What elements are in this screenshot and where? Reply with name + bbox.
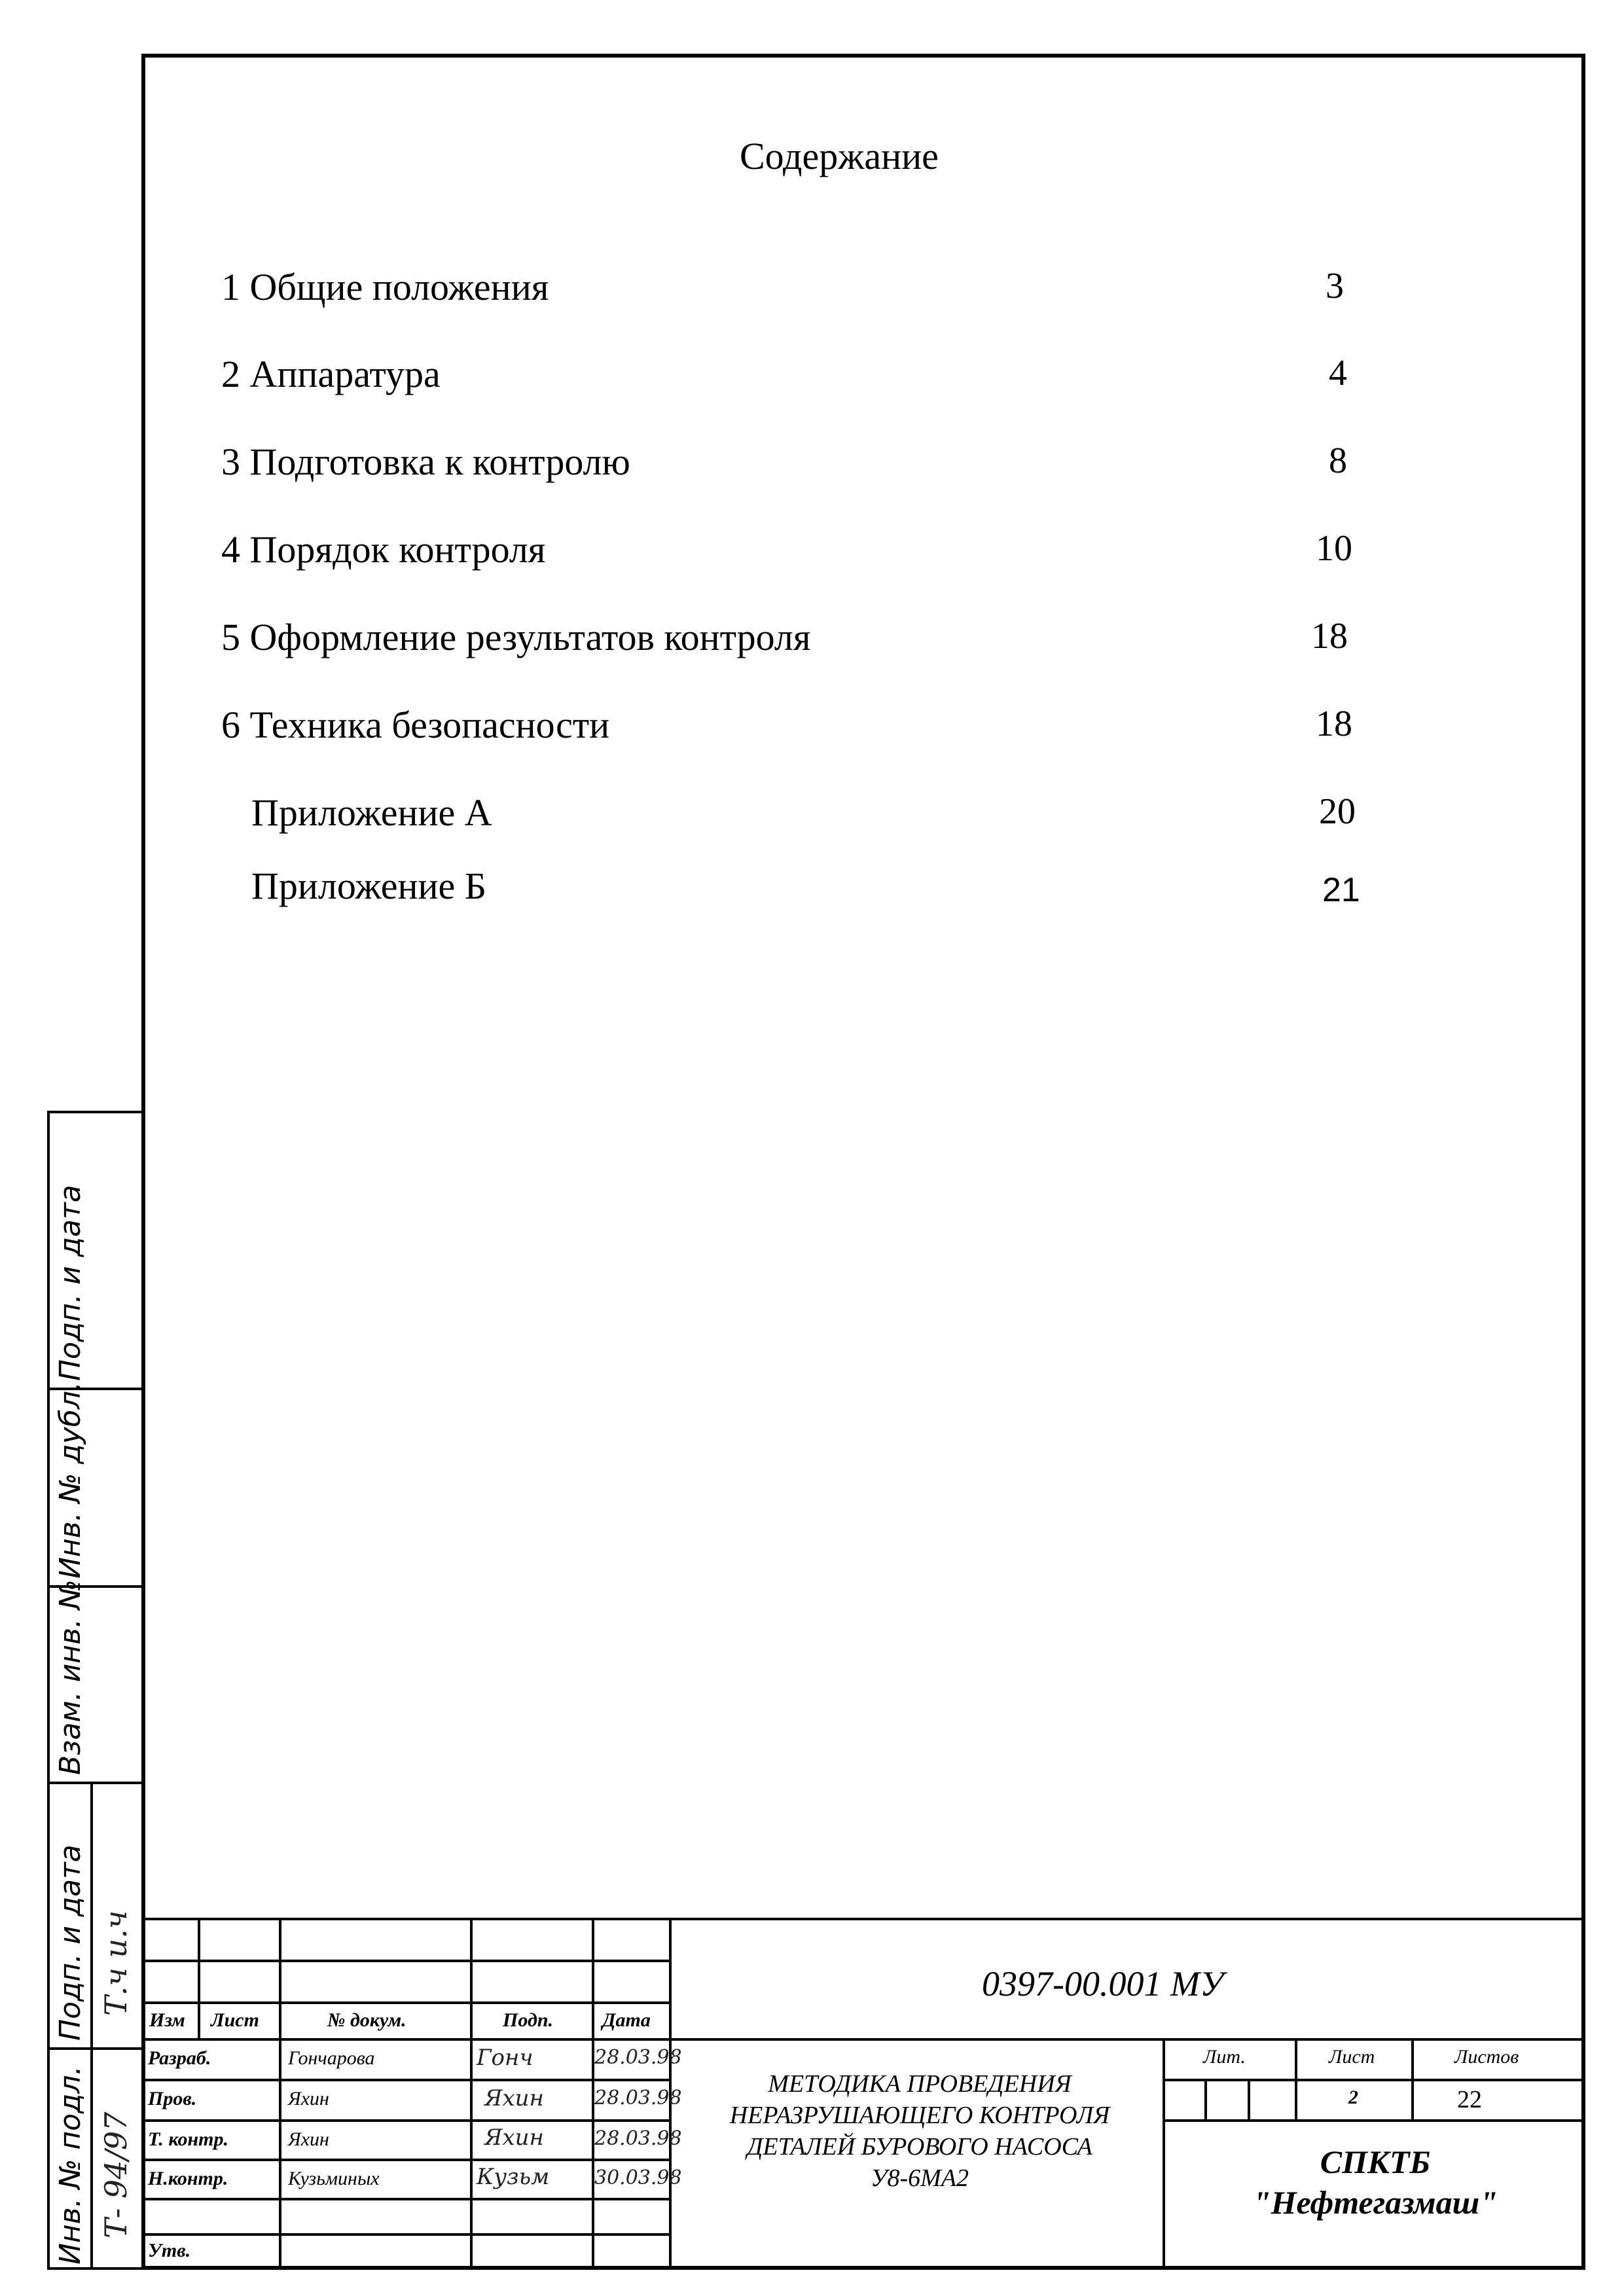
sheets-label: Листов [1454, 2046, 1519, 2068]
toc-item-label[interactable]: Приложение Б [251, 865, 487, 907]
toc-item-page: 21 [1322, 871, 1360, 909]
strip-label-podp-data: Подп. и дата [54, 1844, 87, 2041]
strip-label-podp-data: Подп. и дата [54, 1185, 87, 1381]
strip-label-vzam-inv: Взам. инв. № [54, 1579, 87, 1775]
row-signature: Кузьм [477, 2164, 550, 2190]
toc-item-label[interactable]: 3 Подготовка к контролю [221, 440, 630, 483]
header-doc-no: № докум. [327, 2009, 406, 2031]
document-name-line: ДЕТАЛЕЙ БУРОВОГО НАСОСА [747, 2133, 1092, 2161]
toc-item-page: 10 [1316, 528, 1352, 569]
row-date: 28.03.98 [594, 2087, 682, 2109]
toc-item-label[interactable]: 4 Порядок контроля [221, 528, 546, 571]
row-name: Яхин [288, 2088, 329, 2109]
handwritten-signature: Т.ч и.ч [98, 1910, 134, 2016]
strip-label-inv-podl: Инв. № подл. [54, 2066, 87, 2265]
header-izm: Изм [149, 2009, 185, 2031]
row-signature: Гонч [477, 2045, 533, 2071]
toc-item-page: 20 [1319, 791, 1356, 832]
row-role: Т. контр. [148, 2128, 228, 2150]
row-date: 30.03.98 [594, 2166, 682, 2189]
row-date: 28.03.98 [594, 2046, 682, 2069]
header-list: Лист [211, 2009, 259, 2031]
strip-label-inv-dubl: Инв. № дубл. [54, 1381, 87, 1579]
handwritten-inventory-number: Т- 94/97 [98, 2111, 134, 2238]
toc-item-label[interactable]: 2 Аппаратура [221, 353, 441, 395]
document-name [668, 2068, 1172, 2194]
row-signature: Яхин [484, 2125, 544, 2151]
row-name: Яхин [288, 2128, 329, 2150]
row-date: 28.03.98 [594, 2127, 682, 2150]
row-signature: Яхин [484, 2085, 544, 2111]
document-name-line: НЕРАЗРУШАЮЩЕГО КОНТРОЛЯ [729, 2102, 1110, 2129]
row-role: Утв. [148, 2240, 191, 2261]
document-name-line: МЕТОДИКА ПРОВЕДЕНИЯ [768, 2070, 1072, 2098]
sheet-number: 2 [1348, 2087, 1358, 2108]
sheets-count: 22 [1457, 2086, 1482, 2113]
side-strip-divider [90, 1782, 93, 2270]
row-role: Н.контр. [148, 2168, 228, 2189]
side-strip-divider [47, 2047, 141, 2050]
organization-line: СПКТБ [1320, 2144, 1431, 2180]
toc-item-label[interactable]: 1 Общие положения [221, 266, 549, 308]
toc-item-label[interactable]: 5 Оформление результатов контроля [221, 616, 811, 658]
toc-item-page: 4 [1329, 353, 1347, 393]
toc-item-page: 3 [1326, 266, 1344, 306]
row-role: Разраб. [148, 2047, 211, 2069]
page-title: Содержание [740, 135, 939, 177]
document-code: 0397-00.001 МУ [982, 1964, 1224, 2003]
organization-line: "Нефтегазмаш" [1252, 2184, 1498, 2221]
document-name-line: У8-6МА2 [870, 2164, 969, 2192]
side-strip-divider [47, 1782, 141, 1784]
organization-name [1165, 2142, 1585, 2223]
toc-item-page: 18 [1311, 616, 1348, 656]
toc-item-page: 18 [1316, 704, 1352, 744]
row-role: Пров. [148, 2088, 197, 2109]
toc-item-label[interactable]: 6 Техника безопасности [221, 704, 610, 746]
row-name: Гончарова [288, 2047, 375, 2069]
toc-item-page: 8 [1329, 440, 1347, 481]
toc-item-label[interactable]: Приложение А [251, 791, 492, 834]
row-name: Кузьминых [288, 2168, 380, 2189]
header-data: Дата [602, 2009, 651, 2031]
sheet-label: Лист [1329, 2046, 1375, 2068]
header-podp: Подп. [503, 2009, 554, 2031]
lit-label: Лит. [1203, 2046, 1246, 2068]
